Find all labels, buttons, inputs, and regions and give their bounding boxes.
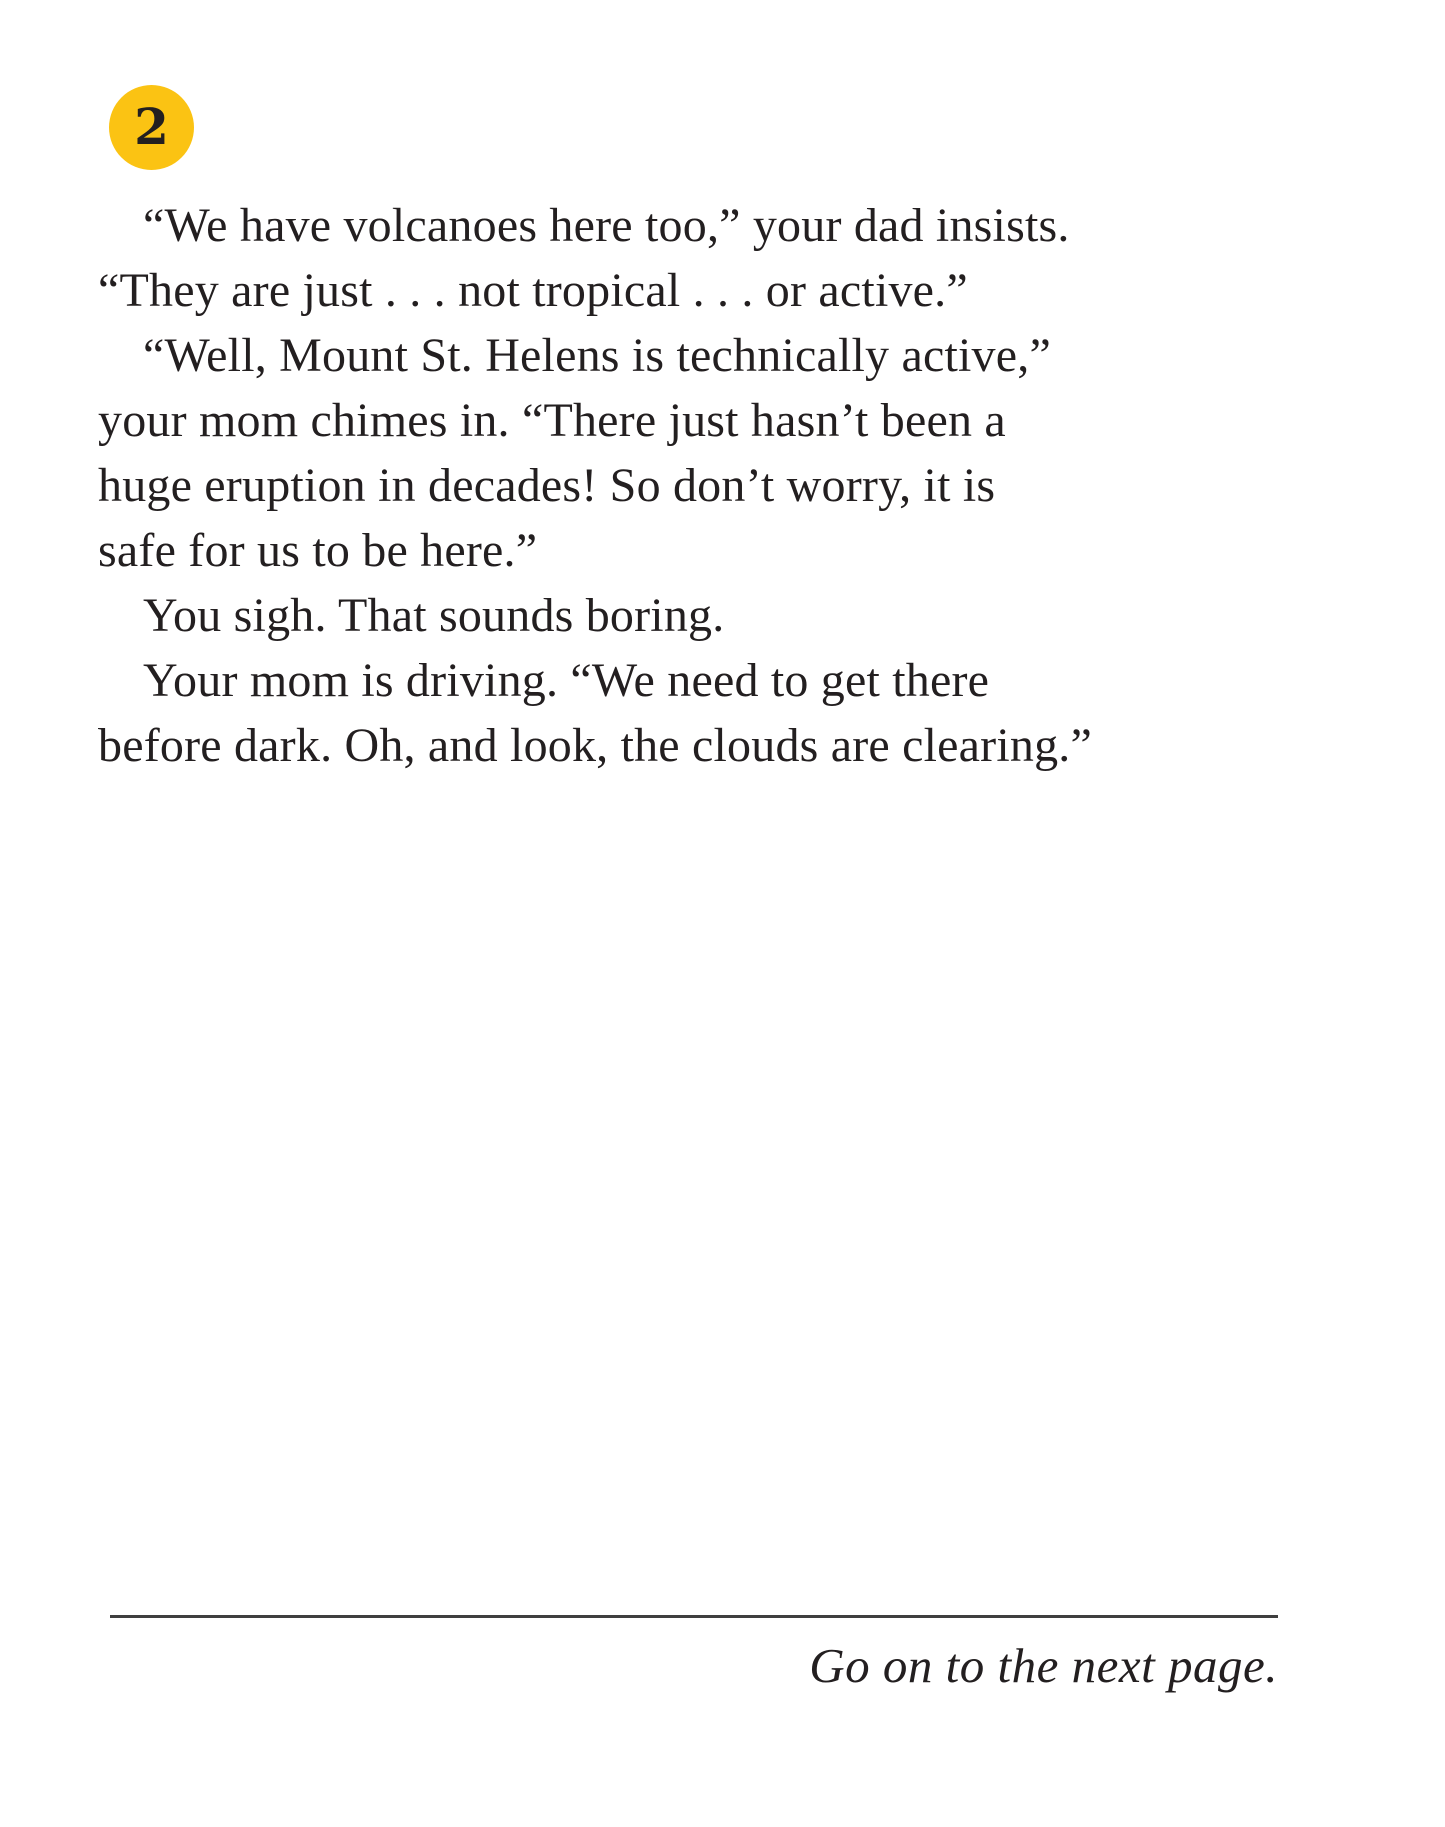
passage-line: before dark. Oh, and look, the clouds are clearing.” [98, 719, 1093, 772]
passage-line: your mom chimes in. “There just hasn’t been a [98, 394, 1006, 447]
passage-line: You sigh. That sounds boring. [143, 589, 725, 642]
passage-line: safe for us to be here.” [98, 524, 538, 577]
passage-line: “They are just . . . not tropical . . . or active.” [98, 264, 968, 317]
passage-text [98, 193, 1278, 778]
passage-line: “We have volcanoes here too,” your dad insists. [143, 199, 1070, 252]
page-number: 2 [134, 96, 169, 156]
passage-line: Your mom is driving. “We need to get there [143, 654, 990, 707]
passage-line: huge eruption in decades! So don’t worry, it is [98, 459, 996, 512]
footer-divider [110, 1615, 1278, 1618]
passage-line: “Well, Mount St. Helens is technically active,” [143, 329, 1051, 382]
next-page-instruction: Go on to the next page. [809, 1638, 1278, 1693]
page-number-badge [109, 85, 194, 170]
